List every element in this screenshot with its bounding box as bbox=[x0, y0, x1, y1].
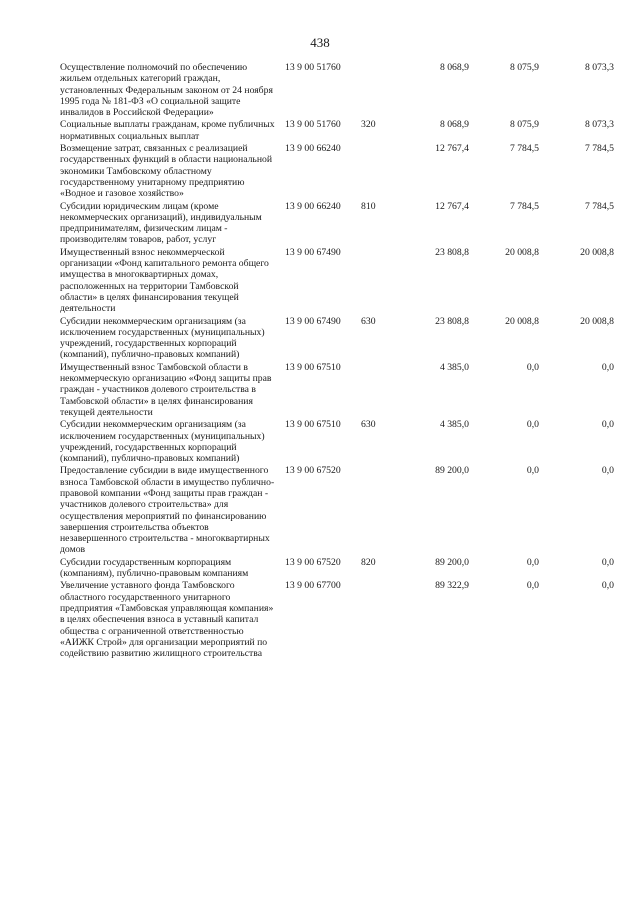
table-row bbox=[60, 557, 614, 581]
amount-year-1-cell: 8 068,9 bbox=[439, 62, 469, 73]
expense-name-cell: Осуществление полномочий по обеспечению жильем отдельных категорий граждан, установленных Федеральным законом от 24 ноября 1995 года № 181-ФЗ «О социальной защите инвалидов в Российской Федерации» bbox=[60, 62, 273, 119]
amount-year-2-cell: 0,0 bbox=[526, 361, 539, 373]
target-article-code-cell: 13 9 00 66240 bbox=[285, 200, 341, 212]
amount-year-1-cell: 4 385,0 bbox=[439, 419, 469, 431]
target-article-code-cell: 13 9 00 67510 bbox=[285, 419, 341, 431]
expense-type-code-cell bbox=[357, 580, 391, 660]
amount-year-2-cell: 0,0 bbox=[526, 465, 539, 477]
amount-year-3-cell: 8 073,3 bbox=[584, 62, 614, 73]
table-body bbox=[60, 62, 614, 660]
amount-year-3-cell: 8 073,3 bbox=[584, 119, 614, 131]
expense-name-cell: Социальные выплаты гражданам, кроме публичных нормативных социальных выплат bbox=[60, 119, 275, 142]
budget-table bbox=[60, 62, 614, 660]
amount-year-1-cell: 12 767,4 bbox=[435, 200, 469, 212]
expense-name-cell: Имущественный взнос некоммерческой организации «Фонд капитального ремонта общего имущества в многоквартирных домах, расположенных на территории Тамбовской области» в целях финансирования текущей деятельности bbox=[60, 246, 269, 315]
amount-year-3-cell: 7 784,5 bbox=[584, 143, 614, 155]
expense-type-code-cell: 820 bbox=[361, 556, 376, 568]
expense-type-code-cell: 320 bbox=[361, 119, 376, 131]
target-article-code-cell: 13 9 00 51760 bbox=[285, 119, 341, 131]
expense-type-code-cell bbox=[357, 247, 391, 316]
amount-year-1-cell: 23 808,8 bbox=[435, 315, 469, 327]
expense-name-cell: Увеличение уставного фонда Тамбовского областного государственного унитарного предприятия «Тамбовская управляющая компания» в целях обеспечения взноса в уставный капитал общества с ограниченной ответственностью «АИЖК Строй» для организации мероприятий по содействию развитию жилищного строительства bbox=[60, 580, 274, 660]
amount-year-1-cell: 89 322,9 bbox=[435, 580, 469, 592]
table-row bbox=[60, 362, 614, 419]
table-row bbox=[60, 119, 614, 143]
amount-year-3-cell: 7 784,5 bbox=[584, 200, 614, 212]
target-article-code-cell: 13 9 00 51760 bbox=[285, 62, 341, 73]
amount-year-1-cell: 4 385,0 bbox=[439, 361, 469, 373]
amount-year-2-cell: 0,0 bbox=[526, 419, 539, 431]
amount-year-2-cell: 20 008,8 bbox=[505, 315, 539, 327]
amount-year-3-cell: 0,0 bbox=[601, 419, 614, 431]
table-row bbox=[60, 62, 614, 119]
table-row bbox=[60, 143, 614, 200]
expense-name-cell: Субсидии некоммерческим организациям (за исключением государственных (муниципальных) учреждений, государственных корпораций (компаний), публично-правовых компаний) bbox=[60, 315, 265, 361]
expense-type-code-cell: 810 bbox=[361, 200, 376, 212]
target-article-code-cell: 13 9 00 67490 bbox=[285, 246, 341, 258]
target-article-code-cell: 13 9 00 67510 bbox=[285, 361, 341, 373]
amount-year-1-cell: 12 767,4 bbox=[435, 143, 469, 155]
expense-type-code-cell: 630 bbox=[361, 419, 376, 431]
amount-year-2-cell: 0,0 bbox=[526, 556, 539, 568]
expense-type-code-cell bbox=[357, 362, 391, 419]
table-row bbox=[60, 419, 614, 465]
expense-name-cell: Предоставление субсидии в виде имущественного взноса Тамбовской области в имущество публично-правовой компании «Фонд защиты прав граждан - участников долевого строительства» для осуществления мероприятий по финансированию завершения строительства объектов незавершенного строительства - многоквартирных домов bbox=[60, 465, 275, 556]
amount-year-2-cell: 7 784,5 bbox=[509, 200, 539, 212]
expense-name-cell: Субсидии государственным корпорациям (компаниям), публично-правовым компаниям bbox=[60, 556, 249, 580]
target-article-code-cell: 13 9 00 66240 bbox=[285, 143, 341, 155]
amount-year-3-cell: 0,0 bbox=[601, 361, 614, 373]
page-number: 438 bbox=[310, 35, 330, 50]
amount-year-1-cell: 23 808,8 bbox=[435, 246, 469, 258]
expense-name-cell: Субсидии юридическим лицам (кроме некоммерческих организаций), индивидуальным предпринимателям, физическим лицам - производителям товаров, работ, услуг bbox=[60, 200, 262, 246]
amount-year-3-cell: 0,0 bbox=[601, 556, 614, 568]
expense-type-code-cell bbox=[357, 143, 391, 200]
amount-year-1-cell: 89 200,0 bbox=[435, 556, 469, 568]
expense-type-code-cell bbox=[357, 465, 391, 556]
amount-year-2-cell: 20 008,8 bbox=[505, 246, 539, 258]
expense-type-code-cell: 630 bbox=[361, 315, 376, 327]
amount-year-2-cell: 7 784,5 bbox=[509, 143, 539, 155]
expense-type-code-cell bbox=[357, 62, 391, 119]
table-row bbox=[60, 201, 614, 247]
target-article-code-cell: 13 9 00 67520 bbox=[285, 465, 341, 477]
amount-year-2-cell: 0,0 bbox=[526, 580, 539, 592]
table-row bbox=[60, 465, 614, 556]
expense-name-cell: Имущественный взнос Тамбовской области в некоммерческую организацию «Фонд защиты прав граждан - участников долевого строительства в Тамбовской области» в целях финансирования текущей деятельности bbox=[60, 361, 272, 418]
amount-year-3-cell: 20 008,8 bbox=[580, 315, 614, 327]
table-row bbox=[60, 580, 614, 660]
amount-year-3-cell: 0,0 bbox=[601, 580, 614, 592]
expense-name-cell: Субсидии некоммерческим организациям (за исключением государственных (муниципальных) учреждений, государственных корпораций (компаний), публично-правовых компаний) bbox=[60, 419, 265, 465]
amount-year-2-cell: 8 075,9 bbox=[509, 119, 539, 131]
target-article-code-cell: 13 9 00 67490 bbox=[285, 315, 341, 327]
expense-name-cell: Возмещение затрат, связанных с реализацией государственных функций в области национальной экономики Тамбовскому областному государственному унитарному предприятию «Водное и газовое хозяйство» bbox=[60, 143, 273, 200]
amount-year-3-cell: 0,0 bbox=[601, 465, 614, 477]
amount-year-2-cell: 8 075,9 bbox=[509, 62, 539, 73]
amount-year-1-cell: 8 068,9 bbox=[439, 119, 469, 131]
target-article-code-cell: 13 9 00 67700 bbox=[285, 580, 341, 592]
table-row bbox=[60, 316, 614, 362]
table-row bbox=[60, 247, 614, 316]
target-article-code-cell: 13 9 00 67520 bbox=[285, 556, 341, 568]
amount-year-1-cell: 89 200,0 bbox=[435, 465, 469, 477]
amount-year-3-cell: 20 008,8 bbox=[580, 246, 614, 258]
